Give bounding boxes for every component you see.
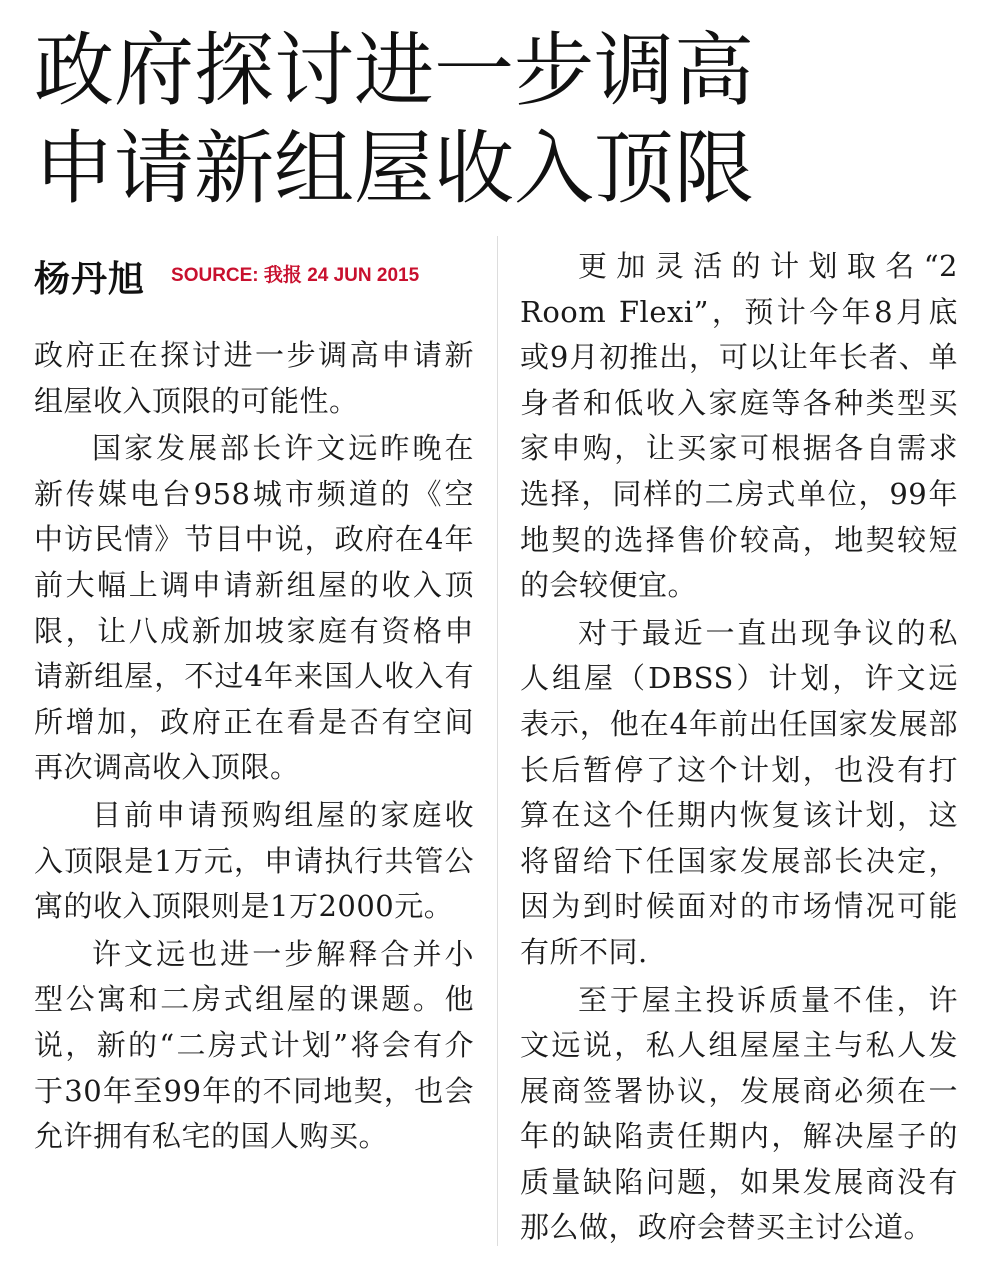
paragraph: 国家发展部长许文远昨晚在新传媒电台958城市频道的《空中访民情》节目中说，政府在4年前大幅上调申请新组屋的收入顶限，让八成新加坡家庭有资格申请新组屋，不过4年来国人收入有所增加，政府正在看是否有空间再次调高收入顶限。 bbox=[34, 431, 474, 785]
headline bbox=[34, 22, 964, 218]
author-name: 杨丹旭 bbox=[34, 258, 146, 300]
paragraph: 目前申请预购组屋的家庭收入顶限是1万元，申请执行共管公寓的收入顶限则是1万2000元。 bbox=[34, 797, 474, 924]
right-column bbox=[520, 244, 958, 1253]
paragraph: 更加灵活的计划取名“2 Room Flexi”，预计今年8月底或9月初推出，可以让年长者、单身者和低收入家庭等各种类型买家申购，让买家可根据各自需求选择，同样的二房式单位，99年地契的选择售价较高，地契较短的会较便宜。 bbox=[520, 249, 958, 603]
column-divider bbox=[497, 236, 498, 1246]
left-column bbox=[34, 333, 474, 1162]
paragraph: 至于屋主投诉质量不佳，许文远说，私人组屋屋主与私人发展商签署协议，发展商必须在一年的缺陷责任期内，解决屋子的质量缺陷问题，如果发展商没有那么做，政府会替买主讨公道。 bbox=[520, 982, 958, 1245]
paragraph: 许文远也进一步解释合并小型公寓和二房式组屋的课题。他说，新的“二房式计划”将会有介于30年至99年的不同地契，也会允许拥有私宅的国人购买。 bbox=[34, 936, 474, 1154]
byline bbox=[34, 252, 419, 300]
headline-line-2: 申请新组屋收入顶限 bbox=[34, 122, 754, 215]
paragraph: 政府正在探讨进一步调高申请新组屋收入顶限的可能性。 bbox=[34, 338, 474, 418]
paragraph: 对于最近一直出现争议的私人组屋（DBSS）计划，许文远表示，他在4年前出任国家发展部长后暂停了这个计划，也没有打算在这个任期内恢复该计划，这将留给下任国家发展部长决定，因为到时候面对的市场情况可能有所不同. bbox=[520, 615, 958, 969]
headline-line-1: 政府探讨进一步调高 bbox=[34, 24, 754, 117]
source-label: SOURCE: 我报 24 JUN 2015 bbox=[171, 264, 420, 286]
